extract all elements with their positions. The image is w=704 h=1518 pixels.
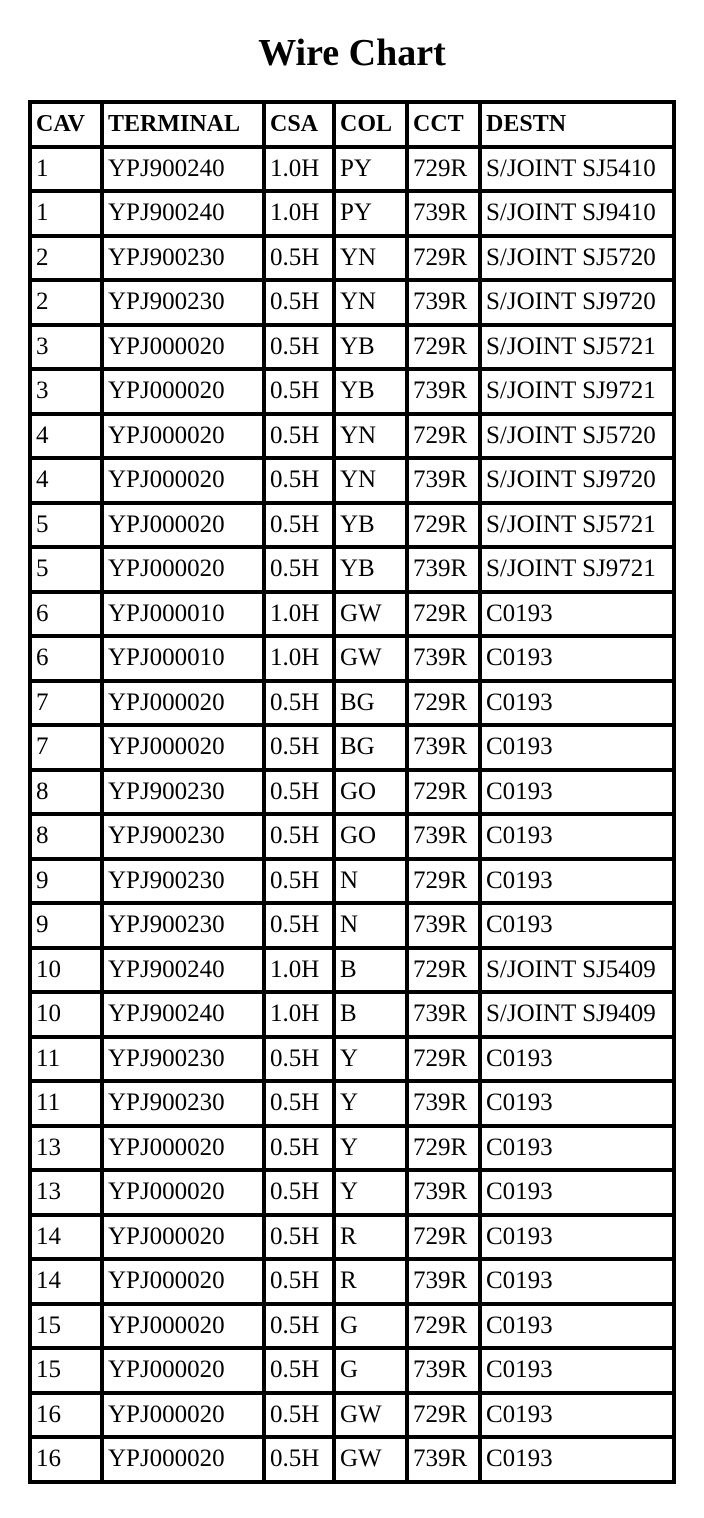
cell-cav: 11 <box>32 1039 100 1080</box>
cell-csa: 0.5H <box>266 905 332 946</box>
cell-csa: 0.5H <box>266 772 332 813</box>
cell-terminal: YPJ900230 <box>104 905 262 946</box>
cell-terminal: YPJ000020 <box>104 683 262 724</box>
cell-csa: 0.5H <box>266 1306 332 1347</box>
header-destn: DESTN <box>482 104 672 145</box>
cell-destn: S/JOINT SJ9721 <box>482 371 672 412</box>
table-row <box>32 772 672 813</box>
cell-col: YN <box>336 416 405 457</box>
cell-cav: 10 <box>32 950 100 991</box>
cell-destn: C0193 <box>482 816 672 857</box>
cell-cct: 739R <box>409 193 478 234</box>
cell-terminal: YPJ000020 <box>104 1395 262 1436</box>
cell-cav: 4 <box>32 416 100 457</box>
table-row <box>32 1039 672 1080</box>
cell-terminal: YPJ000020 <box>104 1350 262 1391</box>
cell-cct: 739R <box>409 816 478 857</box>
cell-cav: 8 <box>32 772 100 813</box>
cell-cav: 5 <box>32 505 100 546</box>
wire-chart-table <box>28 100 676 1484</box>
cell-cav: 14 <box>32 1217 100 1258</box>
cell-csa: 0.5H <box>266 1083 332 1124</box>
cell-col: GW <box>336 1439 405 1480</box>
cell-destn: C0193 <box>482 683 672 724</box>
cell-col: Y <box>336 1172 405 1213</box>
cell-col: PY <box>336 193 405 234</box>
cell-col: YN <box>336 460 405 501</box>
cell-terminal: YPJ900240 <box>104 950 262 991</box>
cell-cct: 729R <box>409 149 478 190</box>
cell-cav: 8 <box>32 816 100 857</box>
cell-terminal: YPJ000010 <box>104 594 262 635</box>
cell-csa: 0.5H <box>266 1128 332 1169</box>
cell-cav: 3 <box>32 371 100 412</box>
cell-destn: C0193 <box>482 727 672 768</box>
cell-terminal: YPJ900230 <box>104 238 262 279</box>
cell-csa: 0.5H <box>266 816 332 857</box>
cell-csa: 0.5H <box>266 1217 332 1258</box>
cell-terminal: YPJ000020 <box>104 1439 262 1480</box>
cell-col: B <box>336 994 405 1035</box>
table-row <box>32 371 672 412</box>
cell-col: YB <box>336 371 405 412</box>
table-row <box>32 549 672 590</box>
cell-terminal: YPJ000020 <box>104 1172 262 1213</box>
cell-cav: 10 <box>32 994 100 1035</box>
cell-cct: 739R <box>409 460 478 501</box>
cell-cct: 739R <box>409 905 478 946</box>
cell-terminal: YPJ900230 <box>104 861 262 902</box>
cell-col: G <box>336 1306 405 1347</box>
cell-col: YN <box>336 238 405 279</box>
table-row <box>32 1395 672 1436</box>
cell-destn: S/JOINT SJ9409 <box>482 994 672 1035</box>
cell-destn: S/JOINT SJ9720 <box>482 460 672 501</box>
cell-csa: 0.5H <box>266 416 332 457</box>
cell-cct: 729R <box>409 1217 478 1258</box>
cell-terminal: YPJ900240 <box>104 149 262 190</box>
cell-cct: 739R <box>409 1172 478 1213</box>
cell-col: YB <box>336 549 405 590</box>
cell-csa: 0.5H <box>266 1172 332 1213</box>
table-row <box>32 1261 672 1302</box>
cell-cav: 5 <box>32 549 100 590</box>
cell-cct: 739R <box>409 727 478 768</box>
cell-csa: 1.0H <box>266 149 332 190</box>
table-row <box>32 1350 672 1391</box>
cell-col: YB <box>336 327 405 368</box>
cell-csa: 0.5H <box>266 505 332 546</box>
cell-csa: 1.0H <box>266 638 332 679</box>
cell-csa: 1.0H <box>266 950 332 991</box>
cell-col: BG <box>336 683 405 724</box>
cell-destn: C0193 <box>482 905 672 946</box>
cell-col: PY <box>336 149 405 190</box>
cell-col: Y <box>336 1128 405 1169</box>
cell-col: N <box>336 861 405 902</box>
cell-terminal: YPJ000020 <box>104 549 262 590</box>
table-row <box>32 1083 672 1124</box>
cell-col: YN <box>336 282 405 323</box>
cell-csa: 0.5H <box>266 1350 332 1391</box>
cell-cct: 729R <box>409 1039 478 1080</box>
cell-cct: 729R <box>409 416 478 457</box>
cell-col: YB <box>336 505 405 546</box>
table-row <box>32 193 672 234</box>
cell-terminal: YPJ900230 <box>104 816 262 857</box>
header-cav: CAV <box>32 104 100 145</box>
cell-destn: C0193 <box>482 1261 672 1302</box>
cell-col: R <box>336 1261 405 1302</box>
cell-terminal: YPJ900230 <box>104 1039 262 1080</box>
header-col: COL <box>336 104 405 145</box>
table-row <box>32 638 672 679</box>
cell-terminal: YPJ000020 <box>104 505 262 546</box>
cell-terminal: YPJ000020 <box>104 460 262 501</box>
cell-destn: S/JOINT SJ5720 <box>482 238 672 279</box>
cell-col: GW <box>336 1395 405 1436</box>
cell-destn: C0193 <box>482 1172 672 1213</box>
cell-cct: 729R <box>409 950 478 991</box>
cell-col: R <box>336 1217 405 1258</box>
cell-destn: C0193 <box>482 1217 672 1258</box>
cell-destn: C0193 <box>482 1128 672 1169</box>
cell-cav: 15 <box>32 1350 100 1391</box>
cell-cav: 14 <box>32 1261 100 1302</box>
cell-csa: 0.5H <box>266 1395 332 1436</box>
cell-cav: 2 <box>32 282 100 323</box>
cell-cav: 1 <box>32 149 100 190</box>
cell-destn: C0193 <box>482 1083 672 1124</box>
table-row <box>32 1306 672 1347</box>
table-body <box>32 149 672 1480</box>
cell-terminal: YPJ000010 <box>104 638 262 679</box>
header-cct: CCT <box>409 104 478 145</box>
cell-destn: S/JOINT SJ9720 <box>482 282 672 323</box>
cell-destn: S/JOINT SJ5720 <box>482 416 672 457</box>
cell-col: BG <box>336 727 405 768</box>
cell-col: N <box>336 905 405 946</box>
cell-cav: 7 <box>32 683 100 724</box>
cell-cct: 739R <box>409 371 478 412</box>
header-terminal: TERMINAL <box>104 104 262 145</box>
cell-col: Y <box>336 1039 405 1080</box>
cell-cav: 3 <box>32 327 100 368</box>
cell-cct: 739R <box>409 638 478 679</box>
cell-cct: 729R <box>409 238 478 279</box>
cell-cav: 9 <box>32 905 100 946</box>
cell-cct: 739R <box>409 1083 478 1124</box>
cell-terminal: YPJ000020 <box>104 327 262 368</box>
cell-destn: C0193 <box>482 1039 672 1080</box>
cell-cct: 729R <box>409 1128 478 1169</box>
cell-terminal: YPJ000020 <box>104 371 262 412</box>
cell-csa: 0.5H <box>266 1439 332 1480</box>
cell-destn: C0193 <box>482 594 672 635</box>
cell-cav: 6 <box>32 594 100 635</box>
cell-col: Y <box>336 1083 405 1124</box>
cell-cct: 729R <box>409 1395 478 1436</box>
cell-cav: 9 <box>32 861 100 902</box>
cell-cav: 1 <box>32 193 100 234</box>
cell-cav: 2 <box>32 238 100 279</box>
cell-col: B <box>336 950 405 991</box>
table-row <box>32 1128 672 1169</box>
cell-cct: 739R <box>409 1350 478 1391</box>
cell-terminal: YPJ000020 <box>104 1306 262 1347</box>
table-row <box>32 238 672 279</box>
cell-cav: 6 <box>32 638 100 679</box>
table-row <box>32 950 672 991</box>
table-row <box>32 1217 672 1258</box>
cell-cct: 739R <box>409 1439 478 1480</box>
table-row <box>32 460 672 501</box>
cell-terminal: YPJ900230 <box>104 282 262 323</box>
cell-terminal: YPJ900230 <box>104 1083 262 1124</box>
cell-col: GO <box>336 772 405 813</box>
page-title: Wire Chart <box>258 32 446 74</box>
cell-terminal: YPJ900230 <box>104 772 262 813</box>
cell-destn: C0193 <box>482 1350 672 1391</box>
cell-csa: 1.0H <box>266 994 332 1035</box>
cell-csa: 0.5H <box>266 238 332 279</box>
cell-destn: S/JOINT SJ5721 <box>482 327 672 368</box>
cell-terminal: YPJ000020 <box>104 1217 262 1258</box>
cell-terminal: YPJ000020 <box>104 416 262 457</box>
cell-col: G <box>336 1350 405 1391</box>
cell-col: GW <box>336 638 405 679</box>
cell-csa: 0.5H <box>266 727 332 768</box>
cell-cav: 16 <box>32 1439 100 1480</box>
cell-destn: S/JOINT SJ5721 <box>482 505 672 546</box>
cell-terminal: YPJ000020 <box>104 1128 262 1169</box>
cell-cav: 4 <box>32 460 100 501</box>
table-row <box>32 282 672 323</box>
cell-cav: 11 <box>32 1083 100 1124</box>
cell-csa: 1.0H <box>266 594 332 635</box>
cell-cct: 729R <box>409 861 478 902</box>
table-row <box>32 594 672 635</box>
table-row <box>32 727 672 768</box>
cell-csa: 0.5H <box>266 460 332 501</box>
cell-destn: C0193 <box>482 1395 672 1436</box>
cell-cav: 16 <box>32 1395 100 1436</box>
header-csa: CSA <box>266 104 332 145</box>
cell-csa: 0.5H <box>266 1261 332 1302</box>
cell-cav: 13 <box>32 1128 100 1169</box>
cell-cct: 729R <box>409 683 478 724</box>
cell-destn: C0193 <box>482 1439 672 1480</box>
table-row <box>32 816 672 857</box>
cell-destn: S/JOINT SJ5410 <box>482 149 672 190</box>
table-header-row <box>32 104 672 145</box>
table-row <box>32 994 672 1035</box>
cell-csa: 0.5H <box>266 861 332 902</box>
cell-csa: 0.5H <box>266 549 332 590</box>
cell-terminal: YPJ900240 <box>104 994 262 1035</box>
cell-destn: C0193 <box>482 772 672 813</box>
cell-cct: 729R <box>409 327 478 368</box>
cell-csa: 0.5H <box>266 282 332 323</box>
cell-destn: C0193 <box>482 1306 672 1347</box>
cell-cct: 739R <box>409 282 478 323</box>
cell-destn: S/JOINT SJ5409 <box>482 950 672 991</box>
cell-cct: 729R <box>409 594 478 635</box>
cell-cct: 739R <box>409 549 478 590</box>
cell-destn: C0193 <box>482 861 672 902</box>
cell-csa: 0.5H <box>266 371 332 412</box>
table-row <box>32 1172 672 1213</box>
cell-csa: 1.0H <box>266 193 332 234</box>
table-row <box>32 327 672 368</box>
cell-col: GO <box>336 816 405 857</box>
cell-cct: 729R <box>409 1306 478 1347</box>
cell-csa: 0.5H <box>266 327 332 368</box>
cell-cav: 15 <box>32 1306 100 1347</box>
table-row <box>32 861 672 902</box>
cell-terminal: YPJ900240 <box>104 193 262 234</box>
table-row <box>32 1439 672 1480</box>
table-row <box>32 683 672 724</box>
cell-destn: S/JOINT SJ9721 <box>482 549 672 590</box>
cell-cct: 739R <box>409 1261 478 1302</box>
cell-cav: 7 <box>32 727 100 768</box>
cell-terminal: YPJ000020 <box>104 1261 262 1302</box>
cell-destn: S/JOINT SJ9410 <box>482 193 672 234</box>
cell-col: GW <box>336 594 405 635</box>
cell-cct: 729R <box>409 772 478 813</box>
cell-csa: 0.5H <box>266 1039 332 1080</box>
cell-destn: C0193 <box>482 638 672 679</box>
table-row <box>32 149 672 190</box>
table-row <box>32 905 672 946</box>
table-row <box>32 505 672 546</box>
cell-terminal: YPJ000020 <box>104 727 262 768</box>
cell-csa: 0.5H <box>266 683 332 724</box>
cell-cct: 729R <box>409 505 478 546</box>
table-row <box>32 416 672 457</box>
cell-cav: 13 <box>32 1172 100 1213</box>
cell-cct: 739R <box>409 994 478 1035</box>
